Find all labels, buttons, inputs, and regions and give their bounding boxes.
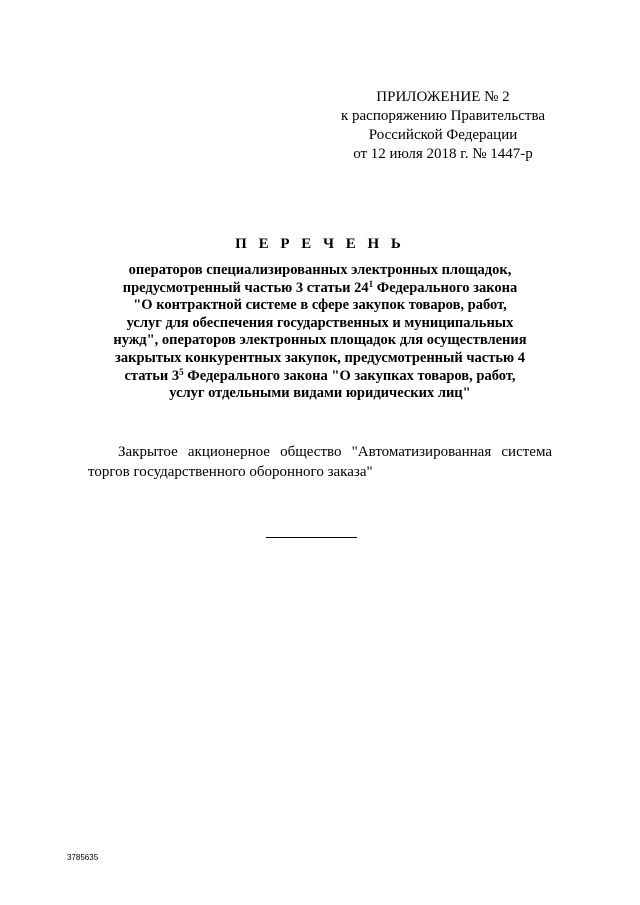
subtitle-line: нужд", операторов электронных площадок для осуществления — [113, 332, 527, 349]
subtitle-line: предусмотренный частью 3 статьи $24^1$ Федерального закона — [122, 278, 518, 296]
appendix-date-number: от 12 июля 2018 г. № 1447-р — [353, 146, 533, 162]
appendix-header — [318, 88, 568, 164]
entry-line: Закрытое акционерное общество "Автоматизированная система — [118, 444, 552, 460]
operator-entry — [88, 442, 552, 482]
end-divider — [266, 537, 357, 538]
document-number: 3785635 — [67, 853, 99, 862]
subtitle-line: "О контрактной системе в сфере закупок товаров, работ, — [133, 297, 507, 314]
subtitle-line: операторов специализированных электронных площадок, — [128, 262, 512, 278]
appendix-reference: к распоряжению Правительства — [340, 108, 545, 124]
subtitle-line: услуг для обеспечения государственных и муниципальных — [126, 314, 514, 331]
appendix-title: ПРИЛОЖЕНИЕ № 2 — [376, 89, 510, 105]
document-heading: П Е Р Е Ч Е Н Ь — [235, 236, 405, 252]
subtitle-line: услуг отдельными видами юридических лиц" — [169, 385, 471, 402]
entry-line: торгов государственного оборонного заказа" — [88, 464, 373, 480]
document-subtitle — [90, 262, 550, 403]
subtitle-line: закрытых конкурентных закупок, предусмотренный частью 4 — [115, 349, 525, 366]
subtitle-line: статьи $3^5$ Федерального закона "О закупках товаров, работ, — [124, 366, 516, 384]
appendix-authority: Российской Федерации — [368, 127, 518, 143]
